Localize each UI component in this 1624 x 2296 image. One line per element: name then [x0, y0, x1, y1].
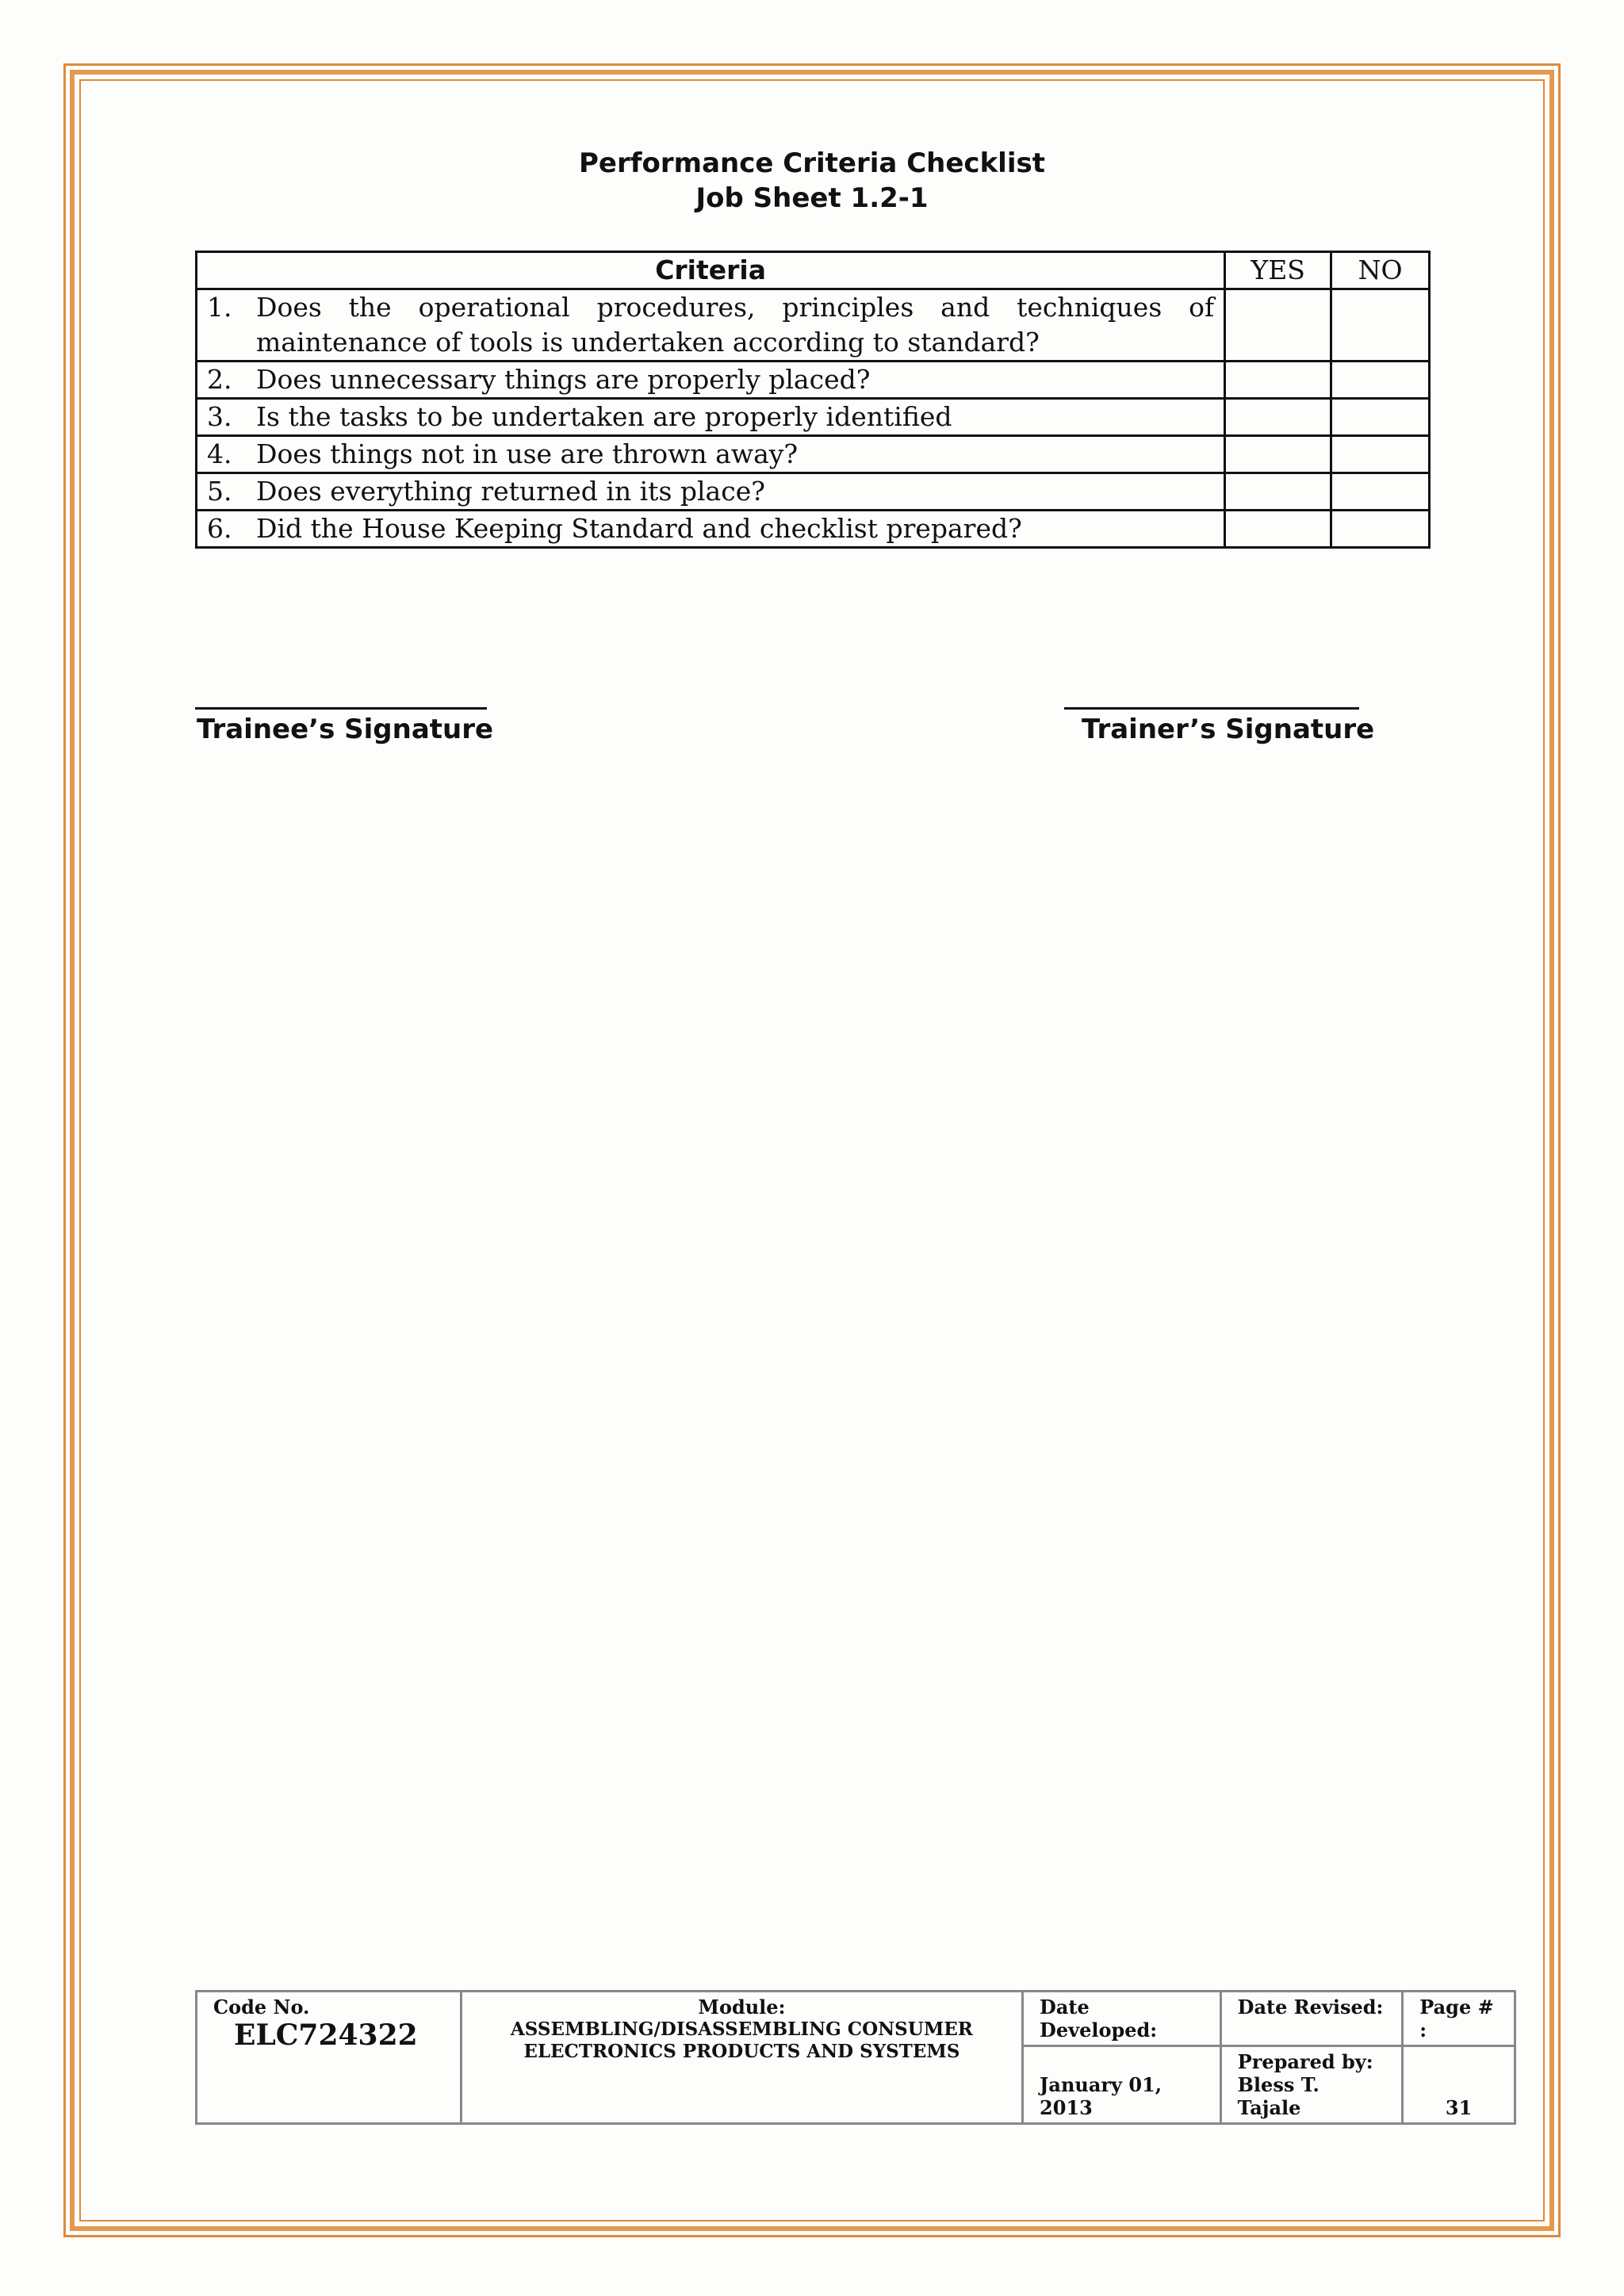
item-number: 3.: [207, 401, 232, 432]
trainee-signature-line[interactable]: [195, 707, 487, 710]
module-label: Module:: [698, 1996, 786, 2019]
trainee-signature-label: Trainee’s Signature: [197, 714, 494, 745]
item-text: Did the House Keeping Standard and checklist prepared?: [256, 513, 1022, 544]
item-text: Does things not in use are thrown away?: [256, 438, 799, 469]
module-title-line2: ELECTRONICS PRODUCTS AND SYSTEMS: [523, 2041, 960, 2062]
no-cell[interactable]: [1331, 473, 1430, 511]
item-number: 4.: [207, 438, 232, 469]
date-revised-label: Date Revised:: [1220, 1992, 1403, 2046]
yes-cell[interactable]: [1225, 399, 1331, 436]
yes-cell[interactable]: [1225, 289, 1331, 362]
no-cell[interactable]: [1331, 362, 1430, 399]
yes-cell[interactable]: [1225, 473, 1331, 511]
document-subtitle: Job Sheet 1.2-1: [695, 182, 929, 214]
prepared-by-label: Prepared by:: [1237, 2050, 1373, 2073]
table-row: [197, 436, 1430, 473]
module-cell: [461, 1992, 1022, 2124]
date-developed-label: Date Developed:: [1023, 1992, 1221, 2046]
page-number: 31: [1403, 2046, 1515, 2124]
code-cell: [197, 1992, 462, 2124]
item-number: 6.: [207, 513, 232, 544]
date-developed-value: January 01, 2013: [1023, 2046, 1221, 2124]
title-block: [0, 146, 1624, 216]
no-header: NO: [1331, 252, 1430, 289]
criteria-header: Criteria: [197, 252, 1225, 289]
document-footer-table: [195, 1990, 1516, 2125]
prepared-by-value: Bless T. Tajale: [1237, 2073, 1320, 2119]
no-cell[interactable]: [1331, 436, 1430, 473]
item-text: Does the operational procedures, principles and techniques of maintenance of tools is undertaken according to standard?: [256, 292, 1215, 358]
item-text: Does everything returned in its place?: [256, 476, 765, 507]
trainer-signature-label: Trainer’s Signature: [1082, 714, 1375, 745]
trainer-signature-line[interactable]: [1064, 707, 1359, 710]
table-row: [197, 473, 1430, 511]
yes-cell[interactable]: [1225, 511, 1331, 548]
table-row: [197, 511, 1430, 548]
item-number: 2.: [207, 364, 232, 395]
table-header-row: [197, 252, 1430, 289]
table-row: [197, 362, 1430, 399]
page-label: Page # :: [1403, 1992, 1515, 2046]
no-cell[interactable]: [1331, 399, 1430, 436]
no-cell[interactable]: [1331, 289, 1430, 362]
module-title-line1: ASSEMBLING/DISASSEMBLING CONSUMER: [510, 2019, 973, 2040]
yes-cell[interactable]: [1225, 436, 1331, 473]
item-text: Is the tasks to be undertaken are properly identified: [256, 401, 952, 432]
yes-cell[interactable]: [1225, 362, 1331, 399]
yes-header: YES: [1225, 252, 1331, 289]
item-text: Does unnecessary things are properly placed?: [256, 364, 871, 395]
code-label: Code No.: [213, 1996, 310, 2019]
document-title: Performance Criteria Checklist: [579, 147, 1045, 179]
table-row: [197, 399, 1430, 436]
table-row: [197, 289, 1430, 362]
criteria-checklist-table: [195, 251, 1431, 549]
item-number: 1.: [207, 292, 232, 323]
item-number: 5.: [207, 476, 232, 507]
no-cell[interactable]: [1331, 511, 1430, 548]
prepared-by-cell: [1220, 2046, 1403, 2124]
code-value: ELC724322: [234, 2019, 418, 2052]
